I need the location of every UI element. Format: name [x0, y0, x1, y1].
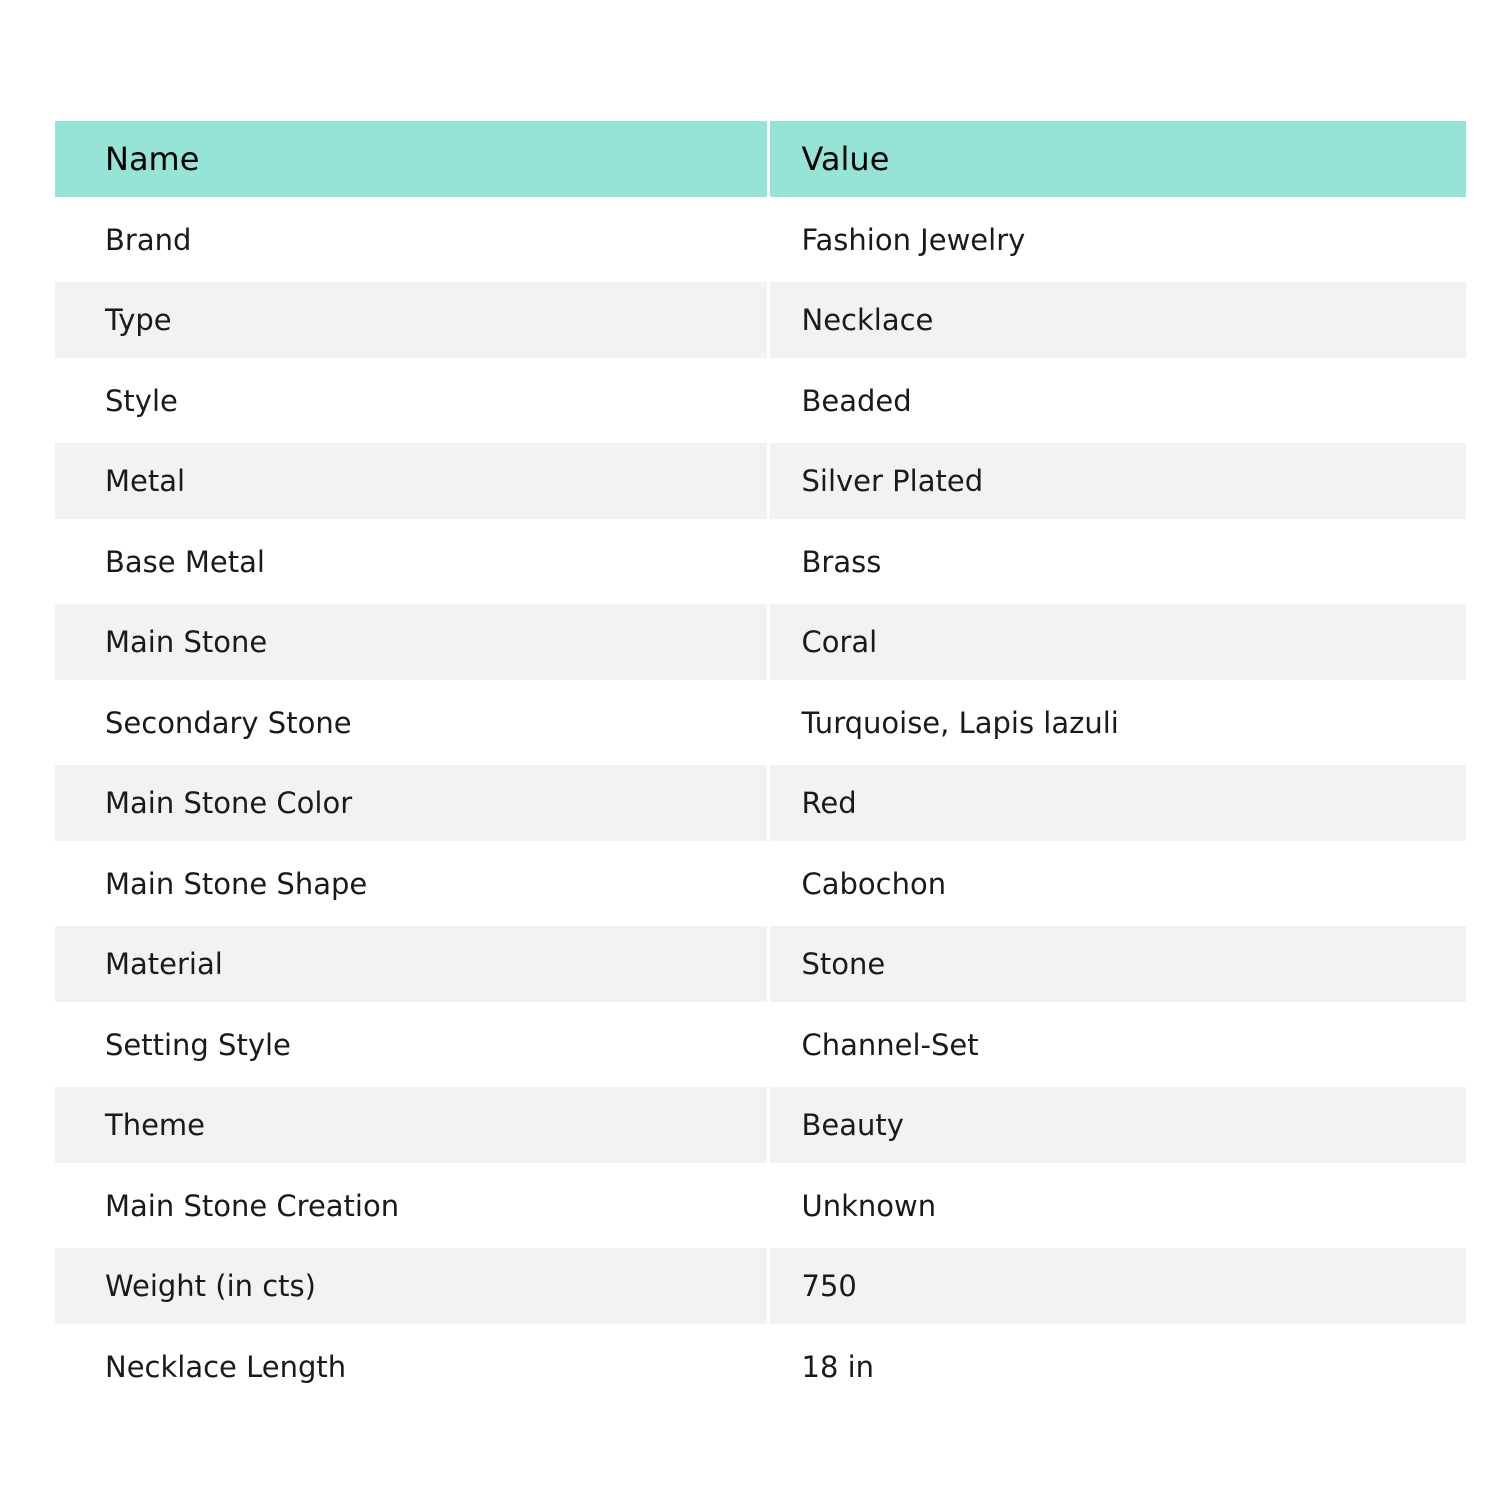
cell-value: Beaded: [801, 383, 912, 418]
table-row: [55, 604, 1466, 680]
table-row: [55, 1248, 1466, 1324]
header-name: Name: [55, 121, 768, 197]
table-row: [55, 1002, 1466, 1087]
cell-value: Silver Plated: [801, 464, 984, 498]
table-row: [55, 519, 1466, 604]
header-value: Value: [768, 121, 1466, 197]
cell-value: Necklace: [801, 303, 934, 337]
table-row: [55, 197, 1466, 282]
cell-name: Secondary Stone: [55, 680, 768, 765]
table-row: [55, 680, 1466, 765]
cell-value: Cabochon: [801, 866, 947, 901]
cell-value: Fashion Jewelry: [801, 222, 1026, 257]
cell-name: Brand: [55, 197, 768, 282]
table-row: [55, 282, 1466, 358]
cell-name: Main Stone: [55, 604, 768, 680]
cell-value: Unknown: [801, 1188, 937, 1223]
cell-name: Main Stone Color: [55, 765, 768, 841]
cell-value: Turquoise, Lapis lazuli: [801, 705, 1119, 740]
cell-name: Metal: [55, 443, 768, 519]
table-row: [55, 1087, 1466, 1163]
table-row: [55, 443, 1466, 519]
cell-name: Style: [55, 358, 768, 443]
table-row: [55, 358, 1466, 443]
cell-value: 750: [801, 1269, 857, 1303]
cell-value: Brass: [801, 544, 882, 579]
table-row: [55, 1163, 1466, 1248]
table-row: [55, 765, 1466, 841]
cell-name: Setting Style: [55, 1002, 768, 1087]
table-body: [55, 197, 1466, 1409]
cell-name: Material: [55, 926, 768, 1002]
cell-name: Weight (in cts): [55, 1248, 768, 1324]
cell-name: Main Stone Shape: [55, 841, 768, 926]
cell-name: Theme: [55, 1087, 768, 1163]
cell-name: Necklace Length: [55, 1324, 768, 1409]
table-row: [55, 1324, 1466, 1409]
cell-value: Beauty: [801, 1108, 904, 1142]
spec-table: [55, 121, 1466, 1409]
table-header-row: [55, 121, 1466, 197]
table-row: [55, 841, 1466, 926]
cell-value: 18 in: [801, 1349, 875, 1384]
cell-value: Channel-Set: [801, 1027, 979, 1062]
cell-name: Type: [55, 282, 768, 358]
cell-name: Main Stone Creation: [55, 1163, 768, 1248]
cell-name: Base Metal: [55, 519, 768, 604]
cell-value: Red: [801, 786, 857, 820]
table-row: [55, 926, 1466, 1002]
cell-value: Coral: [801, 625, 878, 659]
cell-value: Stone: [801, 947, 886, 981]
